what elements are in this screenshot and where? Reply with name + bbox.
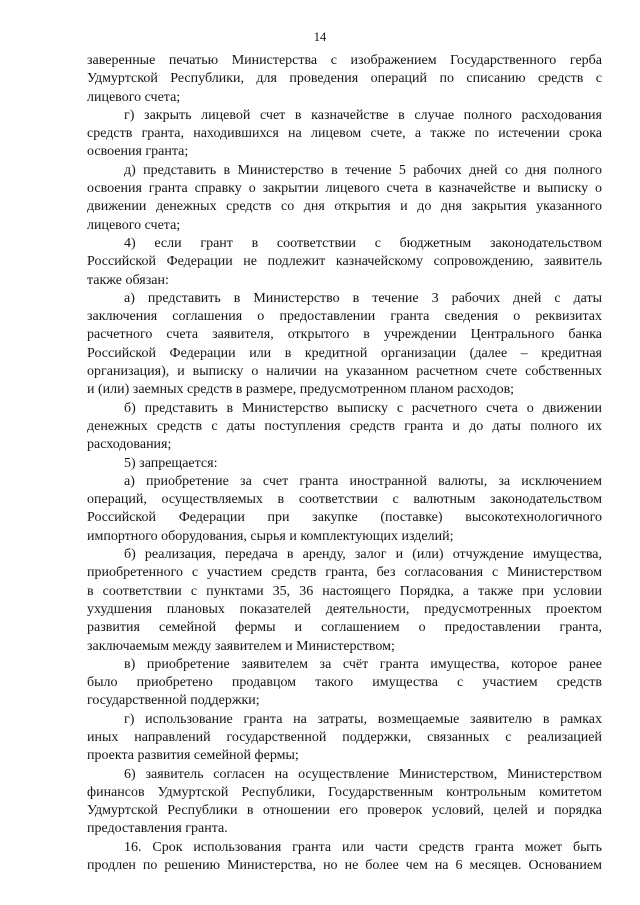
paragraph	[87, 290, 602, 400]
text-line: освоения гранта;	[87, 144, 189, 160]
paragraph	[87, 656, 602, 711]
paragraph	[87, 235, 602, 290]
text-line: также обязан:	[87, 272, 169, 288]
paragraph	[87, 455, 602, 473]
text-line: а) приобретение за счет гранта иностранной валюты, за исключением	[124, 473, 602, 489]
text-line: в соответствии с пунктами 35, 36 настоящего Порядка, а также при условии	[87, 583, 602, 599]
text-line: д) представить в Министерство в течение 5 рабочих дней со дня полного	[124, 162, 602, 178]
text-line: средств гранта, находившихся на лицевом счете, а также по истечении срока	[87, 126, 602, 142]
text-line: проекта развития семейной фермы;	[87, 748, 299, 764]
text-line: государственной поддержки;	[87, 693, 260, 709]
text-line: г) использование гранта на затраты, возмещаемые заявителю в рамках	[124, 711, 602, 727]
text-line: заключения соглашения о предоставлении гранта сведения о реквизитах	[87, 309, 602, 325]
text-line: лицевого счета;	[87, 89, 181, 105]
text-line: было приобретено продавцом такого имущества с участием средств	[87, 675, 602, 691]
text-line: развития семейной фермы и соглашением о предоставлении гранта,	[87, 620, 602, 636]
text-line: финансов Удмуртской Республики, Государственным контрольным комитетом	[87, 784, 602, 800]
text-line: 4) если грант в соответствии с бюджетным законодательством	[124, 235, 602, 251]
text-line: предоставления гранта.	[87, 821, 228, 837]
text-line: Российской Федерации не подлежит казначейскому сопровождению, заявитель	[87, 254, 602, 270]
text-line: заключаемым между заявителем и Министерством;	[87, 638, 395, 654]
text-line: 16. Срок использования гранта или части средств гранта может быть	[124, 839, 602, 855]
text-line: операций, осуществляемых в соответствии с валютным законодательством	[87, 492, 602, 508]
document-body	[87, 52, 602, 875]
paragraph	[87, 711, 602, 766]
text-line: и (или) заемных средств в размере, предусмотренном планом расходов;	[87, 382, 515, 398]
paragraph	[87, 546, 602, 656]
text-line: лицевого счета;	[87, 217, 181, 233]
text-line: организация), и выписку о наличии на указанном расчетном счете собственных	[87, 364, 602, 380]
text-line: денежных средств с даты поступления средств гранта и до даты полного их	[87, 418, 602, 434]
page-number: 14	[313, 30, 327, 44]
text-line: Российской Федерации при закупке (поставке) высокотехнологичного	[87, 510, 602, 526]
paragraph	[87, 400, 602, 455]
text-line: иных направлений государственной поддержки, связанных с реализацией	[87, 729, 602, 745]
text-line: освоения гранта справку о закрытии лицевого счета в казначействе и выписку о	[87, 181, 602, 197]
text-line: Удмуртской Республики в отношении его проверок условий, целей и порядка	[87, 803, 602, 819]
text-line: в) приобретение заявителем за счёт гранта имущества, которое ранее	[124, 656, 602, 672]
paragraph	[87, 162, 602, 235]
paragraph	[87, 107, 602, 162]
text-line: расходования;	[87, 437, 172, 453]
text-line: 6) заявитель согласен на осуществление Министерством, Министерством	[124, 766, 602, 782]
paragraph	[87, 473, 602, 546]
text-line: движении денежных средств со дня открытия и до дня закрытия указанного	[87, 199, 602, 215]
text-line: продлен по решению Министерства, но не более чем на 6 месяцев. Основанием	[87, 858, 602, 874]
text-line: заверенные печатью Министерства с изображением Государственного герба	[87, 53, 602, 68]
text-line: расчетного счета заявителя, открытого в учреждении Центрального банка	[87, 327, 602, 343]
text-line: ухудшения плановых показателей деятельности, предусмотренных проектом	[87, 601, 602, 617]
text-line: приобретенного с участием средств гранта, без согласования с Министерством	[87, 565, 602, 581]
text-line: 5) запрещается:	[124, 455, 218, 471]
paragraph	[87, 839, 602, 876]
text-line: а) представить в Министерство в течение 3 рабочих дней с даты	[124, 290, 602, 306]
text-line: г) закрыть лицевой счет в казначействе в случае полного расходования	[124, 107, 602, 123]
text-line: б) представить в Министерство выписку с расчетного счета о движении	[124, 400, 602, 416]
paragraph	[87, 52, 602, 107]
text-line: Российской Федерации или в кредитной организации (далее – кредитная	[87, 345, 602, 361]
text-line: импортного оборудования, сырья и комплектующих изделий;	[87, 528, 454, 544]
text-line: Удмуртской Республики, для проведения операций по списанию средств с	[87, 71, 602, 87]
text-line: б) реализация, передача в аренду, залог и (или) отчуждение имущества,	[124, 547, 602, 563]
paragraph	[87, 766, 602, 839]
